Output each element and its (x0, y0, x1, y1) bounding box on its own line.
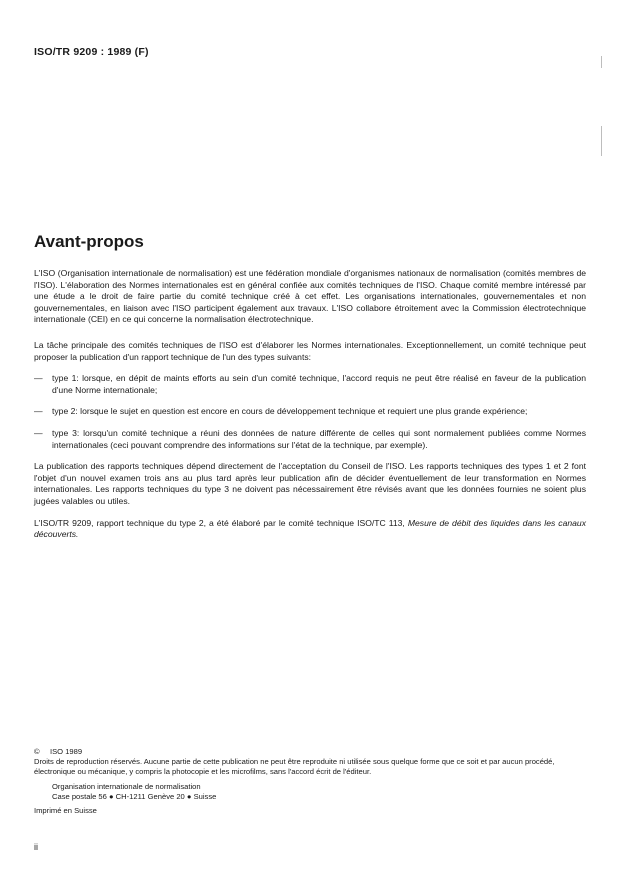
foreword-body (34, 268, 586, 551)
list-dash: — (34, 427, 43, 438)
list-item-text: type 3: lorsqu'un comité technique a réuni des données de nature différente de celles qui sont normalement publiées comme Normes internationales (ceci pouvant comprendre des informations sur l'état de la technique, par exemple). (52, 427, 586, 450)
committee-title: Mesure de débit des liquides dans les canaux découverts. (34, 517, 586, 540)
rights-notice: Droits de reproduction réservés. Aucune partie de cette publication ne peut être reproduite ni utilisée sous quelque forme que ce soit et par aucun procédé, électronique ou mécanique, y compris la photocopie et les microfilms, sans l'accord écrit de l'éditeur. (34, 757, 555, 777)
foreword-paragraph-1: L'ISO (Organisation internationale de normalisation) est une fédération mondiale d'organismes nationaux de normalisation (comités membres de l'ISO). L'élaboration des Normes internationales est en général confiée aux comités techniques de l'ISO. Chaque comité membre intéressé par une étude a le droit de faire partie du comité technique créé à cet effet. Les organisations internationales, gouvernementales et non gouvernementales, en liaison avec l'ISO participent également aux travaux. L'ISO collabore étroitement avec la Commission électrotechnique internationale (CEI) en ce qui concerne la normalisation électrotechnique. (34, 268, 586, 325)
list-item-text: type 2: lorsque le sujet en question est encore en cours de développement technique et requiert une plus grande expérience; (52, 406, 528, 417)
copyright-block (34, 747, 594, 816)
list-dash: — (34, 406, 43, 417)
paragraph-lead: L'ISO/TR 9209, rapport technique du type 2, a été élaboré par le comité technique ISO/TC 113, (34, 517, 408, 528)
margin-mark (601, 126, 602, 156)
foreword-paragraph-2: La tâche principale des comités techniques de l'ISO est d'élaborer les Normes internationales. Exceptionnellement, un comité technique peut proposer la publication d'un rapport technique de l'un des types suivants: (34, 339, 586, 362)
copyright-year: ISO 1989 (50, 747, 83, 756)
printed-in: Imprimé en Suisse (34, 806, 97, 816)
list-item-text: type 1: lorsque, en dépit de maints efforts au sein d'un comité technique, l'accord requis ne peut être réalisé en faveur de la publication d'une Norme internationale; (52, 373, 586, 395)
foreword-paragraph-4 (34, 518, 586, 541)
publisher-address: Case postale 56 ● CH-1211 Genève 20 ● Suisse (52, 791, 217, 801)
list-dash: — (34, 373, 43, 384)
foreword-paragraph-3: La publication des rapports techniques dépend directement de l'acceptation du Conseil de l'ISO. Les rapports techniques des types 1 et 2 font l'objet d'un nouvel examen trois ans au plus tard après leur publication afin de décider éventuellement de leur transformation en Normes internationales. Les rapports techniques du type 3 ne doivent pas nécessairement être révisés avant que les données fournies ne soient plus jugées valables ou utiles. (34, 461, 586, 506)
margin-mark (601, 56, 602, 68)
publisher-name: Organisation internationale de normalisation (52, 781, 201, 791)
copyright-line (34, 747, 594, 757)
copyright-symbol: © (34, 747, 40, 756)
list-item-type-3 (34, 428, 586, 451)
document-reference: ISO/TR 9209 : 1989 (F) (34, 46, 149, 58)
page-number: ii (34, 842, 38, 852)
section-title: Avant-propos (34, 232, 144, 251)
list-item-type-1 (34, 373, 586, 396)
list-item-type-2 (34, 406, 586, 418)
